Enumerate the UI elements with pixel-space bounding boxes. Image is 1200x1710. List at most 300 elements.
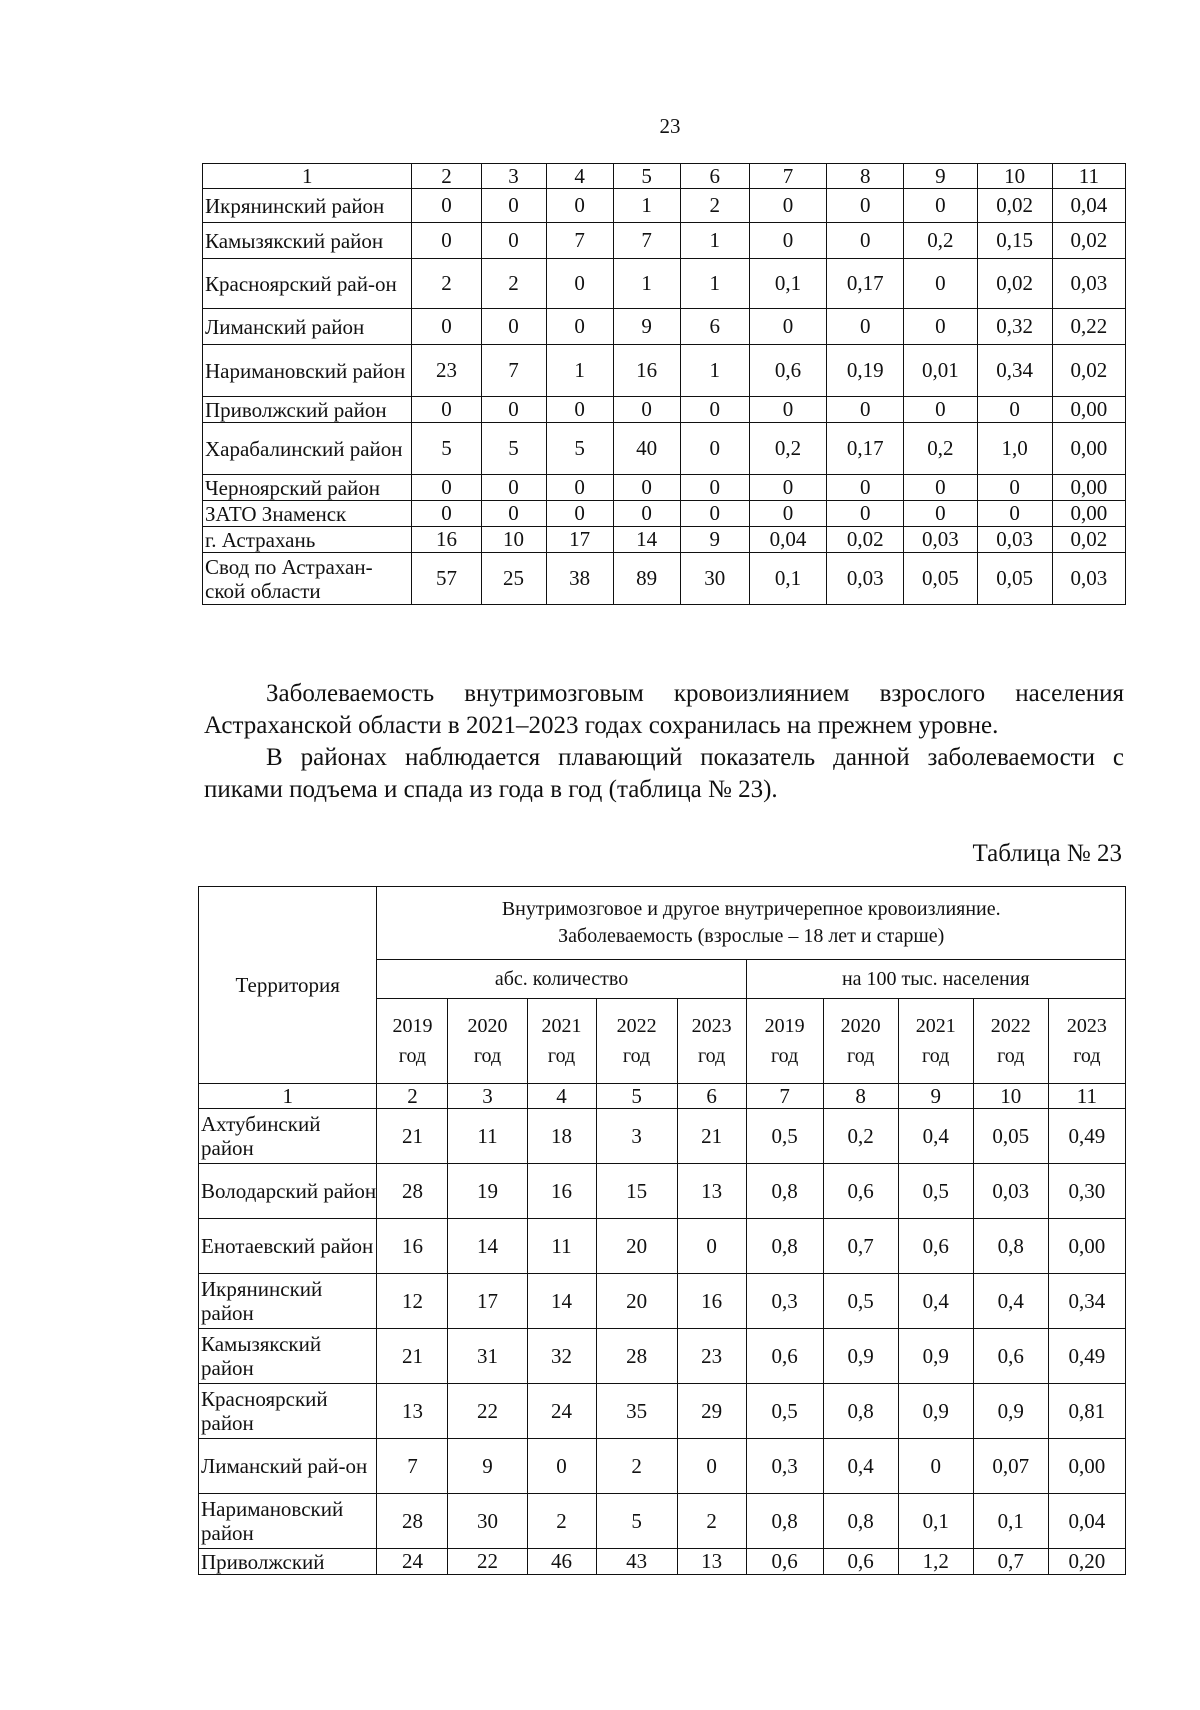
value-cell: 0 [977, 501, 1052, 527]
value-cell: 0 [527, 1439, 596, 1494]
value-cell: 19 [448, 1164, 527, 1219]
table-row [199, 1494, 1126, 1549]
territory-cell: Приволжский район [203, 397, 412, 423]
column-number: 1 [203, 164, 412, 189]
column-number: 3 [481, 164, 546, 189]
value-cell: 15 [596, 1164, 677, 1219]
value-cell: 0,03 [904, 527, 977, 553]
year-header [677, 999, 746, 1084]
value-cell: 0 [749, 501, 826, 527]
value-cell: 0,15 [977, 223, 1052, 259]
year-word: год [922, 1045, 950, 1067]
value-cell: 6 [680, 309, 749, 345]
value-cell: 12 [377, 1274, 448, 1329]
value-cell: 1,0 [977, 423, 1052, 475]
column-number: 5 [596, 1084, 677, 1109]
value-cell: 0,2 [749, 423, 826, 475]
year-header [448, 999, 527, 1084]
table-row [203, 423, 1126, 475]
value-cell: 9 [680, 527, 749, 553]
value-cell: 0,9 [898, 1384, 973, 1439]
value-cell: 0,05 [904, 553, 977, 605]
value-cell: 0,4 [898, 1274, 973, 1329]
value-cell: 0,1 [973, 1494, 1048, 1549]
value-cell: 0 [481, 223, 546, 259]
territory-cell: Приволжский [199, 1549, 377, 1575]
value-cell: 0,00 [1048, 1439, 1125, 1494]
value-cell: 5 [546, 423, 613, 475]
value-cell: 0,07 [973, 1439, 1048, 1494]
year-word: год [622, 1045, 651, 1067]
column-number: 10 [973, 1084, 1048, 1109]
value-cell: 0,1 [749, 553, 826, 605]
value-cell: 0,5 [898, 1164, 973, 1219]
year-header [746, 999, 823, 1084]
value-cell: 28 [377, 1494, 448, 1549]
value-cell: 0 [546, 501, 613, 527]
territory-cell: Харабалинский район [203, 423, 412, 475]
table-row [203, 553, 1126, 605]
territory-cell: Свод по Астрахан-ской области [203, 553, 412, 605]
column-number: 4 [546, 164, 613, 189]
value-cell: 0,05 [973, 1109, 1048, 1164]
value-cell: 0 [904, 259, 977, 309]
page-number: 23 [659, 114, 681, 138]
value-cell: 14 [527, 1274, 596, 1329]
value-cell: 22 [448, 1384, 527, 1439]
value-cell: 0,6 [898, 1219, 973, 1274]
value-cell: 0,02 [1052, 223, 1125, 259]
value-cell: 0 [613, 397, 680, 423]
value-cell: 0,6 [823, 1549, 898, 1575]
value-cell: 0,6 [746, 1329, 823, 1384]
year-value: 2023 [691, 1015, 732, 1037]
value-cell: 11 [527, 1219, 596, 1274]
table-row [203, 501, 1126, 527]
column-number: 7 [746, 1084, 823, 1109]
table-row [203, 345, 1126, 397]
value-cell: 9 [613, 309, 680, 345]
value-cell: 0 [904, 309, 977, 345]
value-cell: 0,2 [904, 223, 977, 259]
column-number: 6 [677, 1084, 746, 1109]
value-cell: 0,9 [973, 1384, 1048, 1439]
value-cell: 0 [749, 397, 826, 423]
value-cell: 0,1 [749, 259, 826, 309]
value-cell: 0,7 [973, 1549, 1048, 1575]
value-cell: 0,6 [973, 1329, 1048, 1384]
value-cell: 28 [377, 1164, 448, 1219]
value-cell: 0,8 [746, 1164, 823, 1219]
value-cell: 0 [680, 423, 749, 475]
value-cell: 0 [613, 501, 680, 527]
territory-cell: Икрянинский район [203, 189, 412, 223]
value-cell: 0,5 [746, 1384, 823, 1439]
value-cell: 16 [412, 527, 481, 553]
value-cell: 30 [448, 1494, 527, 1549]
table-row [199, 1109, 1126, 1164]
territory-cell: Лиманский рай-он [199, 1439, 377, 1494]
territory-cell: ЗАТО Знаменск [203, 501, 412, 527]
territory-header: Территория [199, 887, 377, 1084]
year-word: год [697, 1045, 726, 1067]
value-cell: 0 [827, 223, 904, 259]
value-cell: 0 [412, 397, 481, 423]
table-row [199, 1549, 1126, 1575]
territory-cell: Енотаевский район [199, 1219, 377, 1274]
value-cell: 0 [677, 1219, 746, 1274]
column-number: 9 [898, 1084, 973, 1109]
value-cell: 22 [448, 1549, 527, 1575]
value-cell: 21 [677, 1109, 746, 1164]
column-number: 8 [823, 1084, 898, 1109]
value-cell: 89 [613, 553, 680, 605]
value-cell: 0,04 [749, 527, 826, 553]
year-word: год [847, 1045, 875, 1067]
value-cell: 0,20 [1048, 1549, 1125, 1575]
value-cell: 0 [827, 501, 904, 527]
year-header [1048, 999, 1125, 1084]
value-cell: 0,00 [1052, 475, 1125, 501]
value-cell: 0 [546, 189, 613, 223]
column-number: 8 [827, 164, 904, 189]
value-cell: 1 [613, 189, 680, 223]
value-cell: 1 [613, 259, 680, 309]
table-row [203, 259, 1126, 309]
value-cell: 0 [481, 501, 546, 527]
table-23 [198, 886, 1126, 1575]
column-number: 11 [1052, 164, 1125, 189]
value-cell: 57 [412, 553, 481, 605]
value-cell: 0,8 [973, 1219, 1048, 1274]
value-cell: 16 [377, 1219, 448, 1274]
value-cell: 2 [481, 259, 546, 309]
value-cell: 0,05 [977, 553, 1052, 605]
value-cell: 0,5 [746, 1109, 823, 1164]
value-cell: 2 [527, 1494, 596, 1549]
year-value: 2023 [1066, 1015, 1107, 1037]
value-cell: 35 [596, 1384, 677, 1439]
table-row [199, 1329, 1126, 1384]
value-cell: 0,03 [1052, 553, 1125, 605]
value-cell: 3 [596, 1109, 677, 1164]
value-cell: 1 [680, 223, 749, 259]
year-header [823, 999, 898, 1084]
value-cell: 1 [546, 345, 613, 397]
value-cell: 0 [827, 397, 904, 423]
value-cell: 5 [412, 423, 481, 475]
value-cell: 0 [827, 475, 904, 501]
value-cell: 0 [904, 397, 977, 423]
value-cell: 0,04 [1048, 1494, 1125, 1549]
value-cell: 0,03 [827, 553, 904, 605]
value-cell: 0,2 [823, 1109, 898, 1164]
value-cell: 0 [680, 501, 749, 527]
value-cell: 0,5 [823, 1274, 898, 1329]
value-cell: 21 [377, 1109, 448, 1164]
value-cell: 0,8 [746, 1219, 823, 1274]
value-cell: 21 [377, 1329, 448, 1384]
year-value: 2020 [467, 1015, 508, 1037]
value-cell: 0 [546, 309, 613, 345]
value-cell: 0 [904, 501, 977, 527]
value-cell: 0,00 [1052, 397, 1125, 423]
table-title [377, 887, 1126, 960]
value-cell: 24 [377, 1549, 448, 1575]
value-cell: 0 [680, 475, 749, 501]
column-number: 10 [977, 164, 1052, 189]
continued-table [202, 163, 1126, 605]
value-cell: 0,6 [746, 1549, 823, 1575]
abs-header: абс. количество [377, 960, 746, 999]
value-cell: 0,32 [977, 309, 1052, 345]
value-cell: 17 [546, 527, 613, 553]
value-cell: 0 [546, 475, 613, 501]
value-cell: 17 [448, 1274, 527, 1329]
year-header [527, 999, 596, 1084]
value-cell: 0 [481, 309, 546, 345]
value-cell: 0,81 [1048, 1384, 1125, 1439]
value-cell: 2 [412, 259, 481, 309]
value-cell: 0 [481, 397, 546, 423]
value-cell: 0 [680, 397, 749, 423]
value-cell: 0 [481, 189, 546, 223]
year-header [898, 999, 973, 1084]
value-cell: 7 [613, 223, 680, 259]
year-word: год [398, 1045, 427, 1067]
value-cell: 30 [680, 553, 749, 605]
value-cell: 20 [596, 1219, 677, 1274]
value-cell: 40 [613, 423, 680, 475]
territory-cell: Наримановский район [199, 1494, 377, 1549]
value-cell: 23 [412, 345, 481, 397]
value-cell: 46 [527, 1549, 596, 1575]
value-cell: 16 [527, 1164, 596, 1219]
value-cell: 14 [613, 527, 680, 553]
value-cell: 0,34 [1048, 1274, 1125, 1329]
territory-cell: Володарский район [199, 1164, 377, 1219]
value-cell: 18 [527, 1109, 596, 1164]
value-cell: 2 [680, 189, 749, 223]
value-cell: 1,2 [898, 1549, 973, 1575]
value-cell: 0,6 [749, 345, 826, 397]
value-cell: 24 [527, 1384, 596, 1439]
territory-cell: Лиманский район [203, 309, 412, 345]
value-cell: 5 [481, 423, 546, 475]
value-cell: 0 [749, 309, 826, 345]
value-cell: 13 [377, 1384, 448, 1439]
value-cell: 0 [977, 397, 1052, 423]
column-number: 7 [749, 164, 826, 189]
column-number: 3 [448, 1084, 527, 1109]
value-cell: 0,22 [1052, 309, 1125, 345]
table-row [203, 397, 1126, 423]
value-cell: 20 [596, 1274, 677, 1329]
value-cell: 5 [596, 1494, 677, 1549]
value-cell: 0 [412, 189, 481, 223]
value-cell: 0,03 [977, 527, 1052, 553]
value-cell: 0,8 [823, 1494, 898, 1549]
year-word: год [1073, 1045, 1101, 1067]
value-cell: 0,00 [1052, 423, 1125, 475]
value-cell: 0,30 [1048, 1164, 1125, 1219]
territory-cell: Черноярский район [203, 475, 412, 501]
value-cell: 11 [448, 1109, 527, 1164]
value-cell: 2 [596, 1439, 677, 1494]
column-number-row [199, 1084, 1126, 1109]
value-cell: 2 [677, 1494, 746, 1549]
value-cell: 9 [448, 1439, 527, 1494]
value-cell: 0,7 [823, 1219, 898, 1274]
value-cell: 0 [904, 475, 977, 501]
value-cell: 0,34 [977, 345, 1052, 397]
territory-cell: Ахтубинский район [199, 1109, 377, 1164]
value-cell: 0,02 [1052, 345, 1125, 397]
value-cell: 0,9 [898, 1329, 973, 1384]
table-row [203, 223, 1126, 259]
value-cell: 0,3 [746, 1439, 823, 1494]
value-cell: 0 [613, 475, 680, 501]
value-cell: 0 [827, 309, 904, 345]
table-row [199, 1219, 1126, 1274]
column-number: 11 [1048, 1084, 1125, 1109]
paragraph-1: Заболеваемость внутримозговым кровоизлиянием взрослого населения Астраханской области в 2021–2023 годах сохранилась на прежнем уровне. [204, 680, 1124, 739]
table-row [199, 1439, 1126, 1494]
year-value: 2021 [541, 1015, 582, 1037]
table-caption: Таблица № 23 [972, 840, 1122, 867]
value-cell: 0 [412, 475, 481, 501]
value-cell: 43 [596, 1549, 677, 1575]
territory-cell: Красноярский район [199, 1384, 377, 1439]
value-cell: 1 [680, 345, 749, 397]
value-cell: 0,6 [823, 1164, 898, 1219]
column-number: 9 [904, 164, 977, 189]
territory-cell: Камызякский район [199, 1329, 377, 1384]
value-cell: 0,03 [973, 1164, 1048, 1219]
territory-cell: г. Астрахань [203, 527, 412, 553]
territory-cell: Икрянинский район [199, 1274, 377, 1329]
year-word: год [547, 1045, 576, 1067]
table-row [199, 1384, 1126, 1439]
value-cell: 0,04 [1052, 189, 1125, 223]
year-value: 2020 [840, 1015, 881, 1037]
value-cell: 14 [448, 1219, 527, 1274]
value-cell: 0,02 [827, 527, 904, 553]
territory-cell: Камызякский район [203, 223, 412, 259]
column-number: 2 [377, 1084, 448, 1109]
year-word: год [997, 1045, 1025, 1067]
value-cell: 0,1 [898, 1494, 973, 1549]
value-cell: 38 [546, 553, 613, 605]
table-title-line2: Заболеваемость (взрослые – 18 лет и старше) [558, 925, 945, 947]
column-number-row [203, 164, 1126, 189]
value-cell: 32 [527, 1329, 596, 1384]
value-cell: 13 [677, 1549, 746, 1575]
rate-header: на 100 тыс. населения [746, 960, 1125, 999]
value-cell: 28 [596, 1329, 677, 1384]
value-cell: 0,01 [904, 345, 977, 397]
column-number: 6 [680, 164, 749, 189]
year-header [377, 999, 448, 1084]
value-cell: 16 [677, 1274, 746, 1329]
value-cell: 0,3 [746, 1274, 823, 1329]
year-header [596, 999, 677, 1084]
value-cell: 0,4 [823, 1439, 898, 1494]
table-row [203, 309, 1126, 345]
year-header [973, 999, 1048, 1084]
value-cell: 0,2 [904, 423, 977, 475]
value-cell: 0 [749, 475, 826, 501]
value-cell: 0,8 [823, 1384, 898, 1439]
value-cell: 0,02 [977, 259, 1052, 309]
column-number: 4 [527, 1084, 596, 1109]
table-row [199, 1164, 1126, 1219]
year-word: год [473, 1045, 502, 1067]
value-cell: 7 [481, 345, 546, 397]
value-cell: 0,4 [973, 1274, 1048, 1329]
value-cell: 0,00 [1052, 501, 1125, 527]
value-cell: 0 [481, 475, 546, 501]
value-cell: 0 [898, 1439, 973, 1494]
value-cell: 0,8 [746, 1494, 823, 1549]
value-cell: 0,03 [1052, 259, 1125, 309]
value-cell: 0 [546, 397, 613, 423]
territory-cell: Наримановский район [203, 345, 412, 397]
column-number: 1 [199, 1084, 377, 1109]
value-cell: 16 [613, 345, 680, 397]
value-cell: 0,02 [977, 189, 1052, 223]
table-row [203, 189, 1126, 223]
table-row [203, 527, 1126, 553]
value-cell: 0 [977, 475, 1052, 501]
value-cell: 0 [546, 259, 613, 309]
value-cell: 0,19 [827, 345, 904, 397]
value-cell: 0 [412, 309, 481, 345]
value-cell: 13 [677, 1164, 746, 1219]
year-value: 2019 [764, 1015, 805, 1037]
year-value: 2022 [990, 1015, 1031, 1037]
value-cell: 0 [904, 189, 977, 223]
value-cell: 0,17 [827, 259, 904, 309]
value-cell: 0,02 [1052, 527, 1125, 553]
value-cell: 29 [677, 1384, 746, 1439]
value-cell: 0 [677, 1439, 746, 1494]
value-cell: 1 [680, 259, 749, 309]
year-value: 2022 [616, 1015, 657, 1037]
value-cell: 0 [412, 223, 481, 259]
value-cell: 0,4 [898, 1109, 973, 1164]
value-cell: 31 [448, 1329, 527, 1384]
column-number: 2 [412, 164, 481, 189]
table-row [203, 475, 1126, 501]
column-number: 5 [613, 164, 680, 189]
value-cell: 0 [749, 223, 826, 259]
value-cell: 10 [481, 527, 546, 553]
value-cell: 0 [827, 189, 904, 223]
value-cell: 7 [377, 1439, 448, 1494]
value-cell: 25 [481, 553, 546, 605]
table-title-line1: Внутримозговое и другое внутричерепное кровоизлияние. [501, 898, 1001, 920]
year-word: год [770, 1045, 799, 1067]
paragraph-2: В районах наблюдается плавающий показатель данной заболеваемости с пиками подъема и спада из года в год (таблица № 23). [204, 744, 1124, 803]
year-value: 2021 [915, 1015, 956, 1037]
value-cell: 7 [546, 223, 613, 259]
value-cell: 23 [677, 1329, 746, 1384]
year-value: 2019 [392, 1015, 433, 1037]
value-cell: 0,49 [1048, 1329, 1125, 1384]
territory-cell: Красноярский рай-он [203, 259, 412, 309]
value-cell: 0 [749, 189, 826, 223]
